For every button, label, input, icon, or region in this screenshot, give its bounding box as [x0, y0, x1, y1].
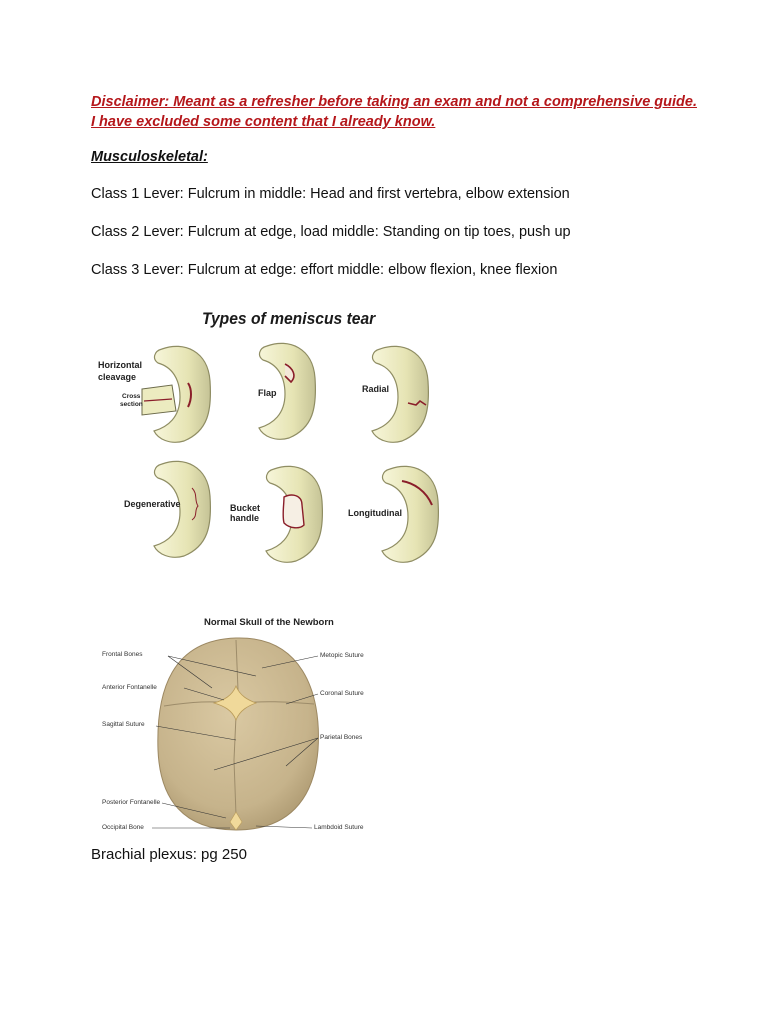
label-flap: Flap [258, 388, 277, 398]
label-sagittal-suture: Sagittal Suture [102, 721, 145, 728]
label-occipital-bone: Occipital Bone [102, 824, 144, 831]
label-horizontal: Horizontal [98, 360, 142, 370]
skull-title: Normal Skull of the Newborn [204, 617, 334, 628]
label-handle: handle [230, 513, 260, 523]
section-heading: Musculoskeletal: [91, 149, 208, 165]
brachial-plexus-note: Brachial plexus: pg 250 [91, 846, 247, 863]
label-posterior-fontanelle: Posterior Fontanelle [102, 799, 161, 806]
label-anterior-fontanelle: Anterior Fontanelle [102, 684, 157, 691]
label-parietal-bones: Parietal Bones [320, 734, 363, 741]
label-bucket: Bucket [230, 503, 261, 513]
label-longitudinal: Longitudinal [348, 508, 402, 518]
label-degenerative: Degenerative [124, 499, 181, 509]
meniscus-title: Types of meniscus tear [202, 309, 376, 328]
lever-class-3: Class 3 Lever: Fulcrum at edge: effort middle: elbow flexion, knee flexion [91, 262, 558, 278]
skull-outline [158, 638, 319, 830]
label-metopic-suture: Metopic Suture [320, 652, 364, 659]
label-frontal-bones: Frontal Bones [102, 651, 143, 658]
label-coronal-suture: Coronal Suture [320, 690, 364, 697]
lever-class-2: Class 2 Lever: Fulcrum at edge, load middle: Standing on tip toes, push up [91, 224, 571, 240]
label-lambdoid-suture: Lambdoid Suture [314, 824, 364, 831]
disclaimer: Disclaimer: Meant as a refresher before taking an exam and not a comprehensive guide. I have excluded some content that I already know. [91, 94, 697, 130]
label-cleavage: cleavage [98, 372, 137, 382]
label-cross: Cross [122, 393, 141, 400]
lever-class-1: Class 1 Lever: Fulcrum in middle: Head and first vertebra, elbow extension [91, 186, 570, 202]
label-section: section [120, 401, 143, 408]
label-radial: Radial [362, 384, 390, 394]
